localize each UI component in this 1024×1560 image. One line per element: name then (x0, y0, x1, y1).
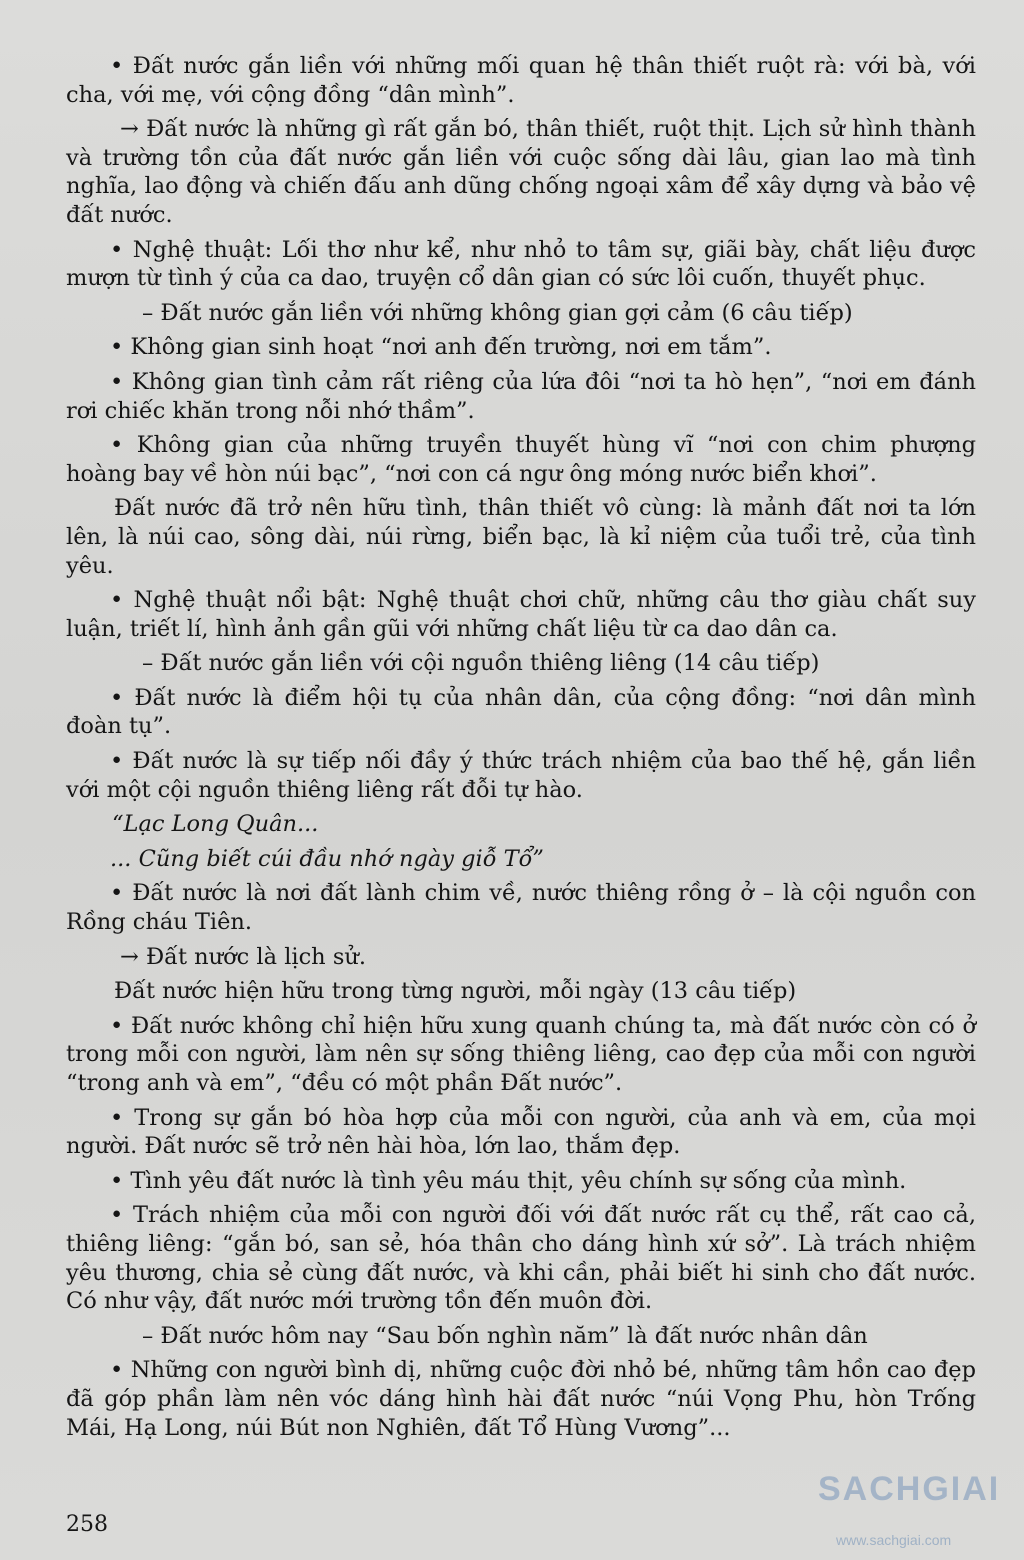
section-heading: – Đất nước hôm nay “Sau bốn nghìn năm” là đất nước nhân dân (142, 1322, 868, 1349)
paragraph: • Không gian của những truyền thuyết hùng vĩ “nơi con chim phượng hoàng bay về hòn núi bạc”, “nơi con cá ngư ông móng nước biển khơi”. (66, 432, 976, 487)
paragraph: • Đất nước là điểm hội tụ của nhân dân, của cộng đồng: “nơi dân mình đoàn tụ”. (66, 684, 976, 740)
paragraph: • Trong sự gắn bó hòa hợp của mỗi con người, của anh và em, của mọi người. Đất nước sẽ trở nên hài hòa, lớn lao, thắm đẹp. (66, 1104, 976, 1160)
paragraph: • Nghệ thuật: Lối thơ như kể, như nhỏ to tâm sự, giãi bày, chất liệu được mượn từ tình ý của ca dao, truyện cổ dân gian có sức lôi cuốn, thuyết phục. (66, 236, 976, 292)
paragraph: • Tình yêu đất nước là tình yêu máu thịt, yêu chính sự sống của mình. (110, 1167, 907, 1194)
section-heading: Đất nước hiện hữu trong từng người, mỗi ngày (13 câu tiếp) (114, 978, 797, 1005)
paragraph: • Không gian sinh hoạt “nơi anh đến trường, nơi em tắm”. (110, 334, 772, 361)
paragraph: • Những con người bình dị, những cuộc đời nhỏ bé, những tâm hồn cao đẹp đã góp phần làm nên vóc dáng hình hài đất nước “núi Vọng Phu, hòn Trống Mái, Hạ Long, núi Bút non Nghiên, đất Tổ Hùng Vương”... (66, 1357, 976, 1441)
paragraph: • Nghệ thuật nổi bật: Nghệ thuật chơi chữ, những câu thơ giàu chất suy luận, triết lí, hình ảnh gần gũi với những chất liệu từ ca dao dân ca. (66, 587, 976, 642)
section-heading: – Đất nước gắn liền với những không gian gợi cảm (6 câu tiếp) (142, 299, 853, 326)
paragraph: • Đất nước không chỉ hiện hữu xung quanh chúng ta, mà đất nước còn có ở trong mỗi con người, làm nên sự sống thiêng liêng, cao đẹp của mỗi con người “trong anh và em”, “đều có một phần Đất nước”. (66, 1012, 976, 1096)
section-heading: – Đất nước gắn liền với cội nguồn thiêng liêng (14 câu tiếp) (142, 650, 820, 677)
paragraph: Đất nước đã trở nên hữu tình, thân thiết vô cùng: là mảnh đất nơi ta lớn lên, là núi cao, sông dài, núi rừng, biển bạc, là kỉ niệm của tuổi trẻ, của tình yêu. (66, 495, 976, 579)
paragraph: • Không gian tình cảm rất riêng của lứa đôi “nơi ta hò hẹn”, “nơi em đánh rơi chiếc khăn trong nỗi nhớ thầm”. (66, 368, 976, 424)
page-body (66, 52, 976, 1448)
paragraph: → Đất nước là những gì rất gắn bó, thân thiết, ruột thịt. Lịch sử hình thành và trường tồn của đất nước gắn liền với cuộc sống dài lâu, gian lao mà tình nghĩa, lao động và chiến đấu anh dũng chống ngoại xâm để xây dựng và bảo vệ đất nước. (66, 116, 976, 228)
page-number: 258 (66, 1512, 108, 1537)
poem-quote: “Lạc Long Quân... (112, 811, 319, 838)
watermark-url: www.sachgiai.com (836, 1532, 952, 1548)
paragraph: • Trách nhiệm của mỗi con người đối với đất nước rất cụ thể, rất cao cả, thiêng liêng: “gắn bó, san sẻ, hóa thân cho dáng hình xứ sở”. Là trách nhiệm yêu thương, chia sẻ cùng đất nước, và khi cần, phải biết hi sinh cho đất nước. Có như vậy, đất nước mới trường tồn đến muôn đời. (66, 1202, 976, 1315)
watermark-logo: SACHGIAI (818, 1470, 1001, 1508)
paragraph: • Đất nước là sự tiếp nối đầy ý thức trách nhiệm của bao thế hệ, gắn liền với một cội nguồn thiêng liêng rất đỗi tự hào. (66, 748, 976, 803)
paragraph: → Đất nước là lịch sử. (120, 943, 367, 970)
poem-quote: ... Cũng biết cúi đầu nhớ ngày giỗ Tổ” (110, 845, 544, 872)
paragraph: • Đất nước gắn liền với những mối quan hệ thân thiết ruột rà: với bà, với cha, với mẹ, với cộng đồng “dân mình”. (66, 53, 976, 108)
paragraph: • Đất nước là nơi đất lành chim về, nước thiêng rồng ở – là cội nguồn con Rồng cháu Tiên. (66, 880, 976, 936)
